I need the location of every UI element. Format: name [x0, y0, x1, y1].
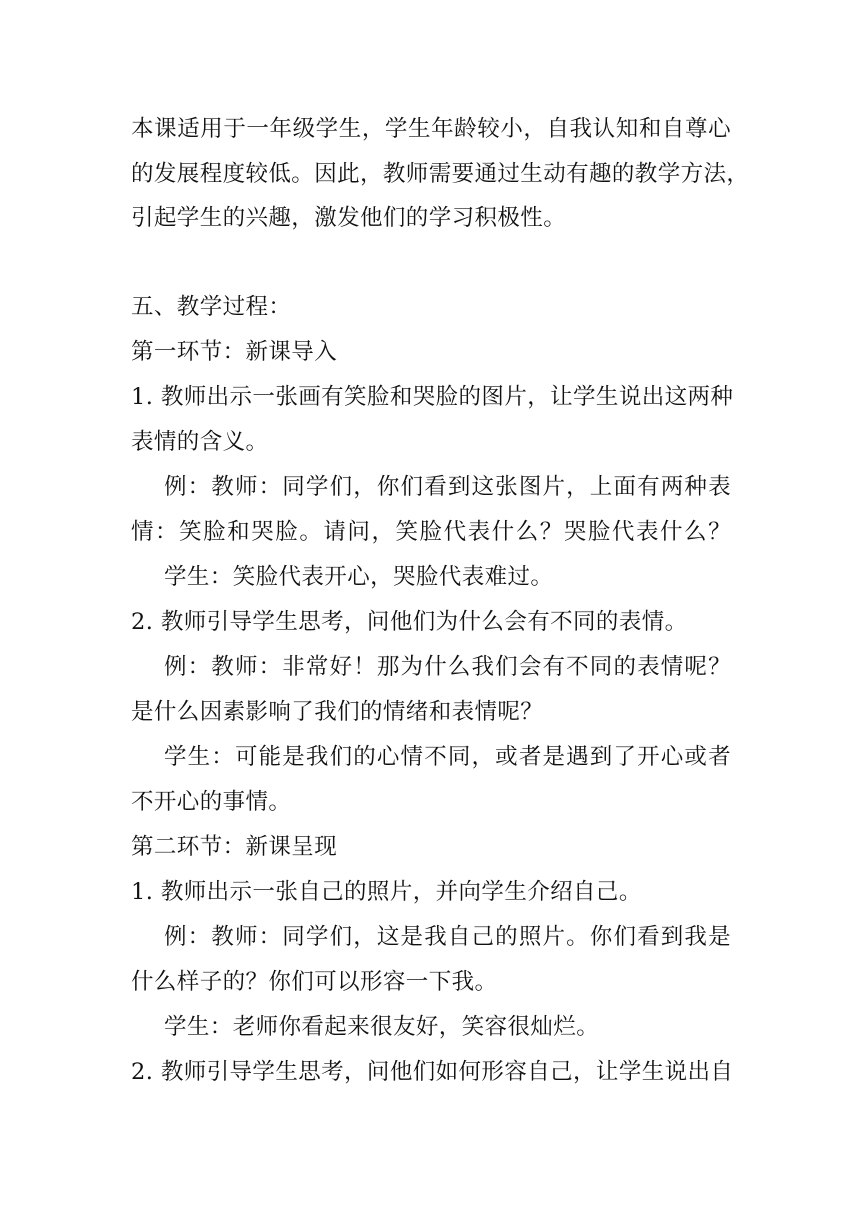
example-line: 情：笑脸和哭脸。请问，笑脸代表什么？哭脸代表什么？	[131, 519, 731, 545]
example-line: 例：教师：同学们，你们看到这张图片，上面有两种表	[164, 474, 731, 500]
student-response: 学生：笑脸代表开心，哭脸代表难过。	[164, 564, 554, 590]
example-line: 是什么因素影响了我们的情绪和表情呢？	[131, 699, 544, 725]
section-heading: 五、教学过程：	[131, 294, 292, 320]
list-item: 2. 教师引导学生思考，问他们为什么会有不同的表情。	[131, 609, 688, 635]
example-line: 例：教师：同学们，这是我自己的照片。你们看到我是	[164, 924, 731, 950]
list-item: 2. 教师引导学生思考，问他们如何形容自己，让学生说出自	[131, 1059, 734, 1085]
paragraph-line: 本课适用于一年级学生，学生年龄较小，自我认知和自尊心	[131, 116, 731, 142]
paragraph-line: 引起学生的兴趣，激发他们的学习积极性。	[131, 205, 567, 231]
list-item: 1. 教师出示一张画有笑脸和哭脸的图片，让学生说出这两种	[131, 384, 734, 410]
subsection-heading: 第二环节：新课呈现	[131, 834, 338, 860]
student-response: 学生：可能是我们的心情不同，或者是遇到了开心或者	[164, 744, 731, 770]
student-response: 学生：老师你看起来很友好，笑容很灿烂。	[164, 1014, 600, 1040]
list-item: 1. 教师出示一张自己的照片，并向学生介绍自己。	[131, 879, 642, 905]
subsection-heading: 第一环节：新课导入	[131, 339, 338, 365]
paragraph-line: 的发展程度较低。因此，教师需要通过生动有趣的教学方法，	[131, 161, 750, 187]
list-item-continuation: 表情的含义。	[131, 429, 269, 455]
student-response: 不开心的事情。	[131, 789, 292, 815]
example-line: 例：教师：非常好！那为什么我们会有不同的表情呢？	[164, 654, 731, 680]
example-line: 什么样子的？你们可以形容一下我。	[131, 969, 498, 995]
